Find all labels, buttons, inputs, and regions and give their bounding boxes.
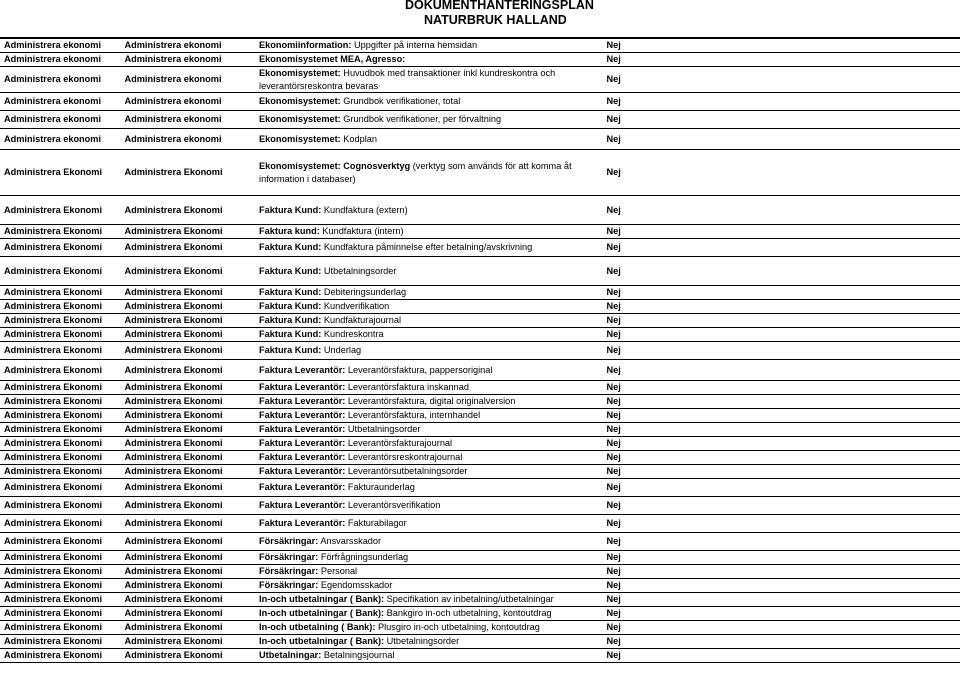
secrecy-value-cell: Nej (602, 225, 960, 239)
document-type-label: Ekonomisystemet: (259, 68, 341, 78)
document-type-label: Ekonomisystemet MEA, Agresso: (259, 54, 406, 65)
subprocess-cell: Administrera Ekonomi (121, 314, 256, 328)
process-cell: Administrera Ekonomi (0, 328, 121, 342)
process-cell: Administrera Ekonomi (0, 497, 121, 515)
document-type-label: In-och utbetalningar ( Bank): (259, 608, 385, 619)
secrecy-value-cell: Nej (602, 533, 960, 551)
document-type-label: Faktura Leverantör: (259, 364, 346, 375)
secrecy-value-cell: Nej (602, 551, 960, 565)
subprocess-cell: Administrera Ekonomi (121, 300, 256, 314)
subprocess-cell: Administrera Ekonomi (121, 635, 256, 649)
document-description-text: Fakturabilagor (345, 518, 407, 529)
document-description-cell (255, 53, 602, 67)
document-description-cell (255, 395, 602, 409)
table-row (0, 93, 960, 111)
subprocess-cell: Administrera Ekonomi (121, 533, 256, 551)
secrecy-value-cell: Nej (602, 497, 960, 515)
document-type-label: Försäkringar: (259, 580, 319, 591)
document-type-label: Faktura Kund: (259, 265, 322, 276)
document-description-text: Kundfaktura (intern) (319, 226, 404, 237)
document-description-cell (255, 111, 602, 129)
document-description-cell (255, 649, 602, 663)
document-description-cell (255, 593, 602, 607)
process-cell: Administrera Ekonomi (0, 360, 121, 381)
document-description-cell (255, 286, 602, 300)
table-row (0, 342, 960, 360)
subprocess-cell: Administrera Ekonomi (121, 342, 256, 360)
table-row (0, 239, 960, 257)
document-description-cell (255, 497, 602, 515)
subprocess-cell: Administrera Ekonomi (121, 607, 256, 621)
document-description-text: Underlag (321, 345, 362, 356)
table-row (0, 533, 960, 551)
process-cell: Administrera Ekonomi (0, 607, 121, 621)
table-row (0, 465, 960, 479)
secrecy-value-cell: Nej (602, 395, 960, 409)
process-cell: Administrera Ekonomi (0, 621, 121, 635)
table-row (0, 635, 960, 649)
secrecy-value-cell: Nej (602, 451, 960, 465)
document-description-cell (255, 93, 602, 111)
document-type-label: Faktura Kund: (259, 345, 322, 356)
document-description-text: Debiteringsunderlag (321, 287, 407, 298)
subprocess-cell: Administrera Ekonomi (121, 328, 256, 342)
document-type-label: Faktura Leverantör: (259, 452, 346, 463)
document-description-text: Leverantörsfaktura inskannad (345, 382, 469, 393)
document-type-label: Försäkringar: (259, 552, 319, 563)
process-cell: Administrera ekonomi (0, 111, 121, 129)
secrecy-value-cell: Nej (602, 150, 960, 196)
table-row (0, 328, 960, 342)
document-description-text: Fakturaunderlag (345, 482, 415, 493)
document-type-label: Faktura Kund: (259, 287, 322, 298)
subprocess-cell: Administrera ekonomi (121, 53, 256, 67)
subprocess-cell: Administrera Ekonomi (121, 465, 256, 479)
document-description-cell (255, 257, 602, 286)
subprocess-cell: Administrera ekonomi (121, 111, 256, 129)
document-description-cell (255, 150, 602, 196)
document-description-text: Uppgifter på interna hemsidan (351, 40, 478, 51)
document-description-text: Grundbok verifikationer, per förvaltning (340, 114, 502, 125)
subprocess-cell: Administrera Ekonomi (121, 196, 256, 225)
process-cell: Administrera Ekonomi (0, 196, 121, 225)
document-description-text: Leverantörsfaktura, pappersoriginal (345, 364, 493, 375)
secrecy-value-cell: Nej (602, 286, 960, 300)
document-description-text: Kundreskontra (321, 329, 384, 340)
document-type-label: Utbetalningar: (259, 650, 322, 661)
secrecy-value-cell: Nej (602, 635, 960, 649)
subprocess-cell: Administrera Ekonomi (121, 451, 256, 465)
document-description-text: Leverantörsfaktura, digital originalversion (345, 396, 516, 407)
table-row (0, 621, 960, 635)
document-description-text: Förfrågningsunderlag (318, 552, 409, 563)
document-description-cell (255, 381, 602, 395)
secrecy-value-cell: Nej (602, 593, 960, 607)
document-description-cell (255, 196, 602, 225)
document-type-label: Faktura Kund: (259, 329, 322, 340)
document-type-label: In-och utbetalningar ( Bank): (259, 636, 385, 647)
process-cell: Administrera Ekonomi (0, 465, 121, 479)
document-description-text: Kundfaktura (extern) (321, 204, 408, 215)
document-description-text: Betalningsjournal (321, 650, 395, 661)
document-subtitle: NATURBRUK HALLAND (424, 13, 567, 27)
table-row (0, 300, 960, 314)
process-cell: Administrera Ekonomi (0, 649, 121, 663)
table-row (0, 150, 960, 196)
process-cell: Administrera Ekonomi (0, 342, 121, 360)
secrecy-value-cell: Nej (602, 300, 960, 314)
document-plan-table (0, 37, 960, 663)
document-type-label: In-och utbetalning ( Bank): (259, 622, 376, 633)
process-cell: Administrera Ekonomi (0, 314, 121, 328)
secrecy-value-cell: Nej (602, 314, 960, 328)
document-description-cell (255, 635, 602, 649)
process-cell: Administrera Ekonomi (0, 286, 121, 300)
subprocess-cell: Administrera Ekonomi (121, 286, 256, 300)
document-description-cell (255, 342, 602, 360)
secrecy-value-cell: Nej (602, 621, 960, 635)
table-row (0, 286, 960, 300)
subprocess-cell: Administrera Ekonomi (121, 239, 256, 257)
document-type-label: Faktura Leverantör: (259, 500, 346, 511)
document-description-cell (255, 451, 602, 465)
secrecy-value-cell: Nej (602, 38, 960, 53)
secrecy-value-cell: Nej (602, 342, 960, 360)
subprocess-cell: Administrera Ekonomi (121, 409, 256, 423)
document-description-text: Grundbok verifikationer, total (340, 96, 461, 107)
document-description-cell (255, 239, 602, 257)
document-description-cell (255, 314, 602, 328)
subprocess-cell: Administrera Ekonomi (121, 551, 256, 565)
subprocess-cell: Administrera ekonomi (121, 93, 256, 111)
table-row (0, 437, 960, 451)
secrecy-value-cell: Nej (602, 409, 960, 423)
subprocess-cell: Administrera Ekonomi (121, 649, 256, 663)
document-type-label: Faktura Leverantör: (259, 482, 346, 493)
table-row (0, 111, 960, 129)
table-row (0, 257, 960, 286)
document-description-cell (255, 360, 602, 381)
document-type-label: Faktura kund: (259, 226, 320, 237)
document-type-label: Ekonomiinformation: (259, 40, 352, 51)
process-cell: Administrera Ekonomi (0, 257, 121, 286)
table-row (0, 314, 960, 328)
table-row (0, 579, 960, 593)
document-description-text: Egendomsskador (318, 580, 393, 591)
secrecy-value-cell: Nej (602, 129, 960, 150)
process-cell: Administrera Ekonomi (0, 239, 121, 257)
process-cell: Administrera Ekonomi (0, 395, 121, 409)
document-description-text: Huvudbok med transaktioner inkl kundreskontra och leverantörsreskontra bevaras (259, 68, 556, 91)
subprocess-cell: Administrera Ekonomi (121, 515, 256, 533)
process-cell: Administrera Ekonomi (0, 381, 121, 395)
document-title: DOKUMENTHANTERINGSPLAN (405, 0, 594, 12)
process-cell: Administrera Ekonomi (0, 533, 121, 551)
document-description-cell (255, 565, 602, 579)
subprocess-cell: Administrera Ekonomi (121, 423, 256, 437)
process-cell: Administrera Ekonomi (0, 593, 121, 607)
process-cell: Administrera ekonomi (0, 93, 121, 111)
subprocess-cell: Administrera Ekonomi (121, 257, 256, 286)
table-row (0, 38, 960, 53)
process-cell: Administrera Ekonomi (0, 423, 121, 437)
secrecy-value-cell: Nej (602, 53, 960, 67)
subprocess-cell: Administrera Ekonomi (121, 579, 256, 593)
document-description-text: Specifikation av inbetalning/utbetalningar (384, 594, 554, 605)
document-type-label: Faktura Kund: (259, 242, 322, 253)
secrecy-value-cell: Nej (602, 515, 960, 533)
secrecy-value-cell: Nej (602, 257, 960, 286)
subprocess-cell: Administrera Ekonomi (121, 593, 256, 607)
table-row (0, 53, 960, 67)
secrecy-value-cell: Nej (602, 67, 960, 93)
subprocess-cell: Administrera ekonomi (121, 129, 256, 150)
table-row (0, 451, 960, 465)
secrecy-value-cell: Nej (602, 465, 960, 479)
process-cell: Administrera Ekonomi (0, 437, 121, 451)
subprocess-cell: Administrera ekonomi (121, 67, 256, 93)
process-cell: Administrera Ekonomi (0, 225, 121, 239)
table-row (0, 381, 960, 395)
secrecy-value-cell: Nej (602, 360, 960, 381)
secrecy-value-cell: Nej (602, 196, 960, 225)
document-type-label: Faktura Leverantör: (259, 382, 346, 393)
document-description-cell (255, 533, 602, 551)
process-cell: Administrera Ekonomi (0, 300, 121, 314)
subprocess-cell: Administrera Ekonomi (121, 225, 256, 239)
document-description-text: Kundfaktura påminnelse efter betalning/avskrivning (321, 242, 533, 253)
table-row (0, 423, 960, 437)
document-type-label: Försäkringar: (259, 536, 319, 547)
document-description-cell (255, 129, 602, 150)
table-row (0, 497, 960, 515)
secrecy-value-cell: Nej (602, 479, 960, 497)
process-cell: Administrera ekonomi (0, 38, 121, 53)
table-row (0, 593, 960, 607)
process-cell: Administrera Ekonomi (0, 551, 121, 565)
document-description-text: Leverantörsverifikation (345, 500, 441, 511)
process-cell: Administrera Ekonomi (0, 150, 121, 196)
document-description-cell (255, 328, 602, 342)
document-description-cell (255, 67, 602, 93)
document-description-text: Leverantörsfaktura, internhandel (345, 410, 481, 421)
process-cell: Administrera Ekonomi (0, 451, 121, 465)
document-description-text: Kundverifikation (321, 301, 390, 312)
secrecy-value-cell: Nej (602, 111, 960, 129)
document-description-text: Bankgiro in-och utbetalning, kontoutdrag (384, 608, 552, 619)
table-row (0, 225, 960, 239)
document-type-label: In-och utbetalningar ( Bank): (259, 594, 385, 605)
document-description-cell (255, 607, 602, 621)
document-description-cell (255, 551, 602, 565)
subprocess-cell: Administrera Ekonomi (121, 479, 256, 497)
secrecy-value-cell: Nej (602, 239, 960, 257)
document-type-label: Ekonomisystemet: (259, 114, 341, 125)
table-row (0, 551, 960, 565)
subprocess-cell: Administrera Ekonomi (121, 360, 256, 381)
document-description-cell (255, 225, 602, 239)
secrecy-value-cell: Nej (602, 565, 960, 579)
process-cell: Administrera Ekonomi (0, 635, 121, 649)
document-description-text: Leverantörsreskontrajournal (345, 452, 463, 463)
document-type-label: Ekonomisystemet: Cognosverktyg (259, 161, 411, 171)
document-description-text: Leverantörsfakturajournal (345, 438, 453, 449)
document-type-label: Faktura Leverantör: (259, 466, 346, 477)
subprocess-cell: Administrera Ekonomi (121, 621, 256, 635)
document-type-label: Faktura Leverantör: (259, 410, 346, 421)
document-description-cell (255, 437, 602, 451)
document-description-text: Ansvarsskador (318, 536, 382, 547)
secrecy-value-cell: Nej (602, 607, 960, 621)
document-type-label: Faktura Leverantör: (259, 518, 346, 529)
subprocess-cell: Administrera Ekonomi (121, 497, 256, 515)
secrecy-value-cell: Nej (602, 381, 960, 395)
subprocess-cell: Administrera Ekonomi (121, 565, 256, 579)
document-description-text: Utbetalningsorder (345, 424, 421, 435)
document-type-label: Faktura Kund: (259, 204, 322, 215)
document-type-label: Faktura Kund: (259, 315, 322, 326)
table-row (0, 395, 960, 409)
process-cell: Administrera ekonomi (0, 129, 121, 150)
process-cell: Administrera Ekonomi (0, 515, 121, 533)
table-row (0, 409, 960, 423)
table-row (0, 196, 960, 225)
document-description-cell (255, 465, 602, 479)
document-description-text: Personal (318, 566, 358, 577)
document-description-text: Utbetalningsorder (384, 636, 460, 647)
table-row (0, 360, 960, 381)
document-description-text: Kundfakturajournal (321, 315, 402, 326)
subprocess-cell: Administrera Ekonomi (121, 150, 256, 196)
document-description-cell (255, 300, 602, 314)
document-type-label: Ekonomisystemet: (259, 96, 341, 107)
document-type-label: Ekonomisystemet: (259, 133, 341, 144)
document-description-cell (255, 621, 602, 635)
table-row (0, 515, 960, 533)
table-row (0, 479, 960, 497)
document-description-cell (255, 38, 602, 53)
process-cell: Administrera Ekonomi (0, 409, 121, 423)
document-description-cell (255, 423, 602, 437)
subprocess-cell: Administrera Ekonomi (121, 381, 256, 395)
secrecy-value-cell: Nej (602, 423, 960, 437)
secrecy-value-cell: Nej (602, 328, 960, 342)
table-row (0, 565, 960, 579)
document-description-text: (verktyg som används för att komma åt information i databaser) (259, 161, 572, 184)
document-description-cell (255, 515, 602, 533)
document-description-cell (255, 479, 602, 497)
document-description-text: Utbetalningsorder (321, 265, 397, 276)
table-row (0, 67, 960, 93)
document-type-label: Faktura Leverantör: (259, 396, 346, 407)
secrecy-value-cell: Nej (602, 579, 960, 593)
secrecy-value-cell: Nej (602, 437, 960, 451)
table-row (0, 607, 960, 621)
process-cell: Administrera Ekonomi (0, 579, 121, 593)
process-cell: Administrera Ekonomi (0, 479, 121, 497)
secrecy-value-cell: Nej (602, 93, 960, 111)
document-type-label: Faktura Leverantör: (259, 424, 346, 435)
document-description-cell (255, 409, 602, 423)
subprocess-cell: Administrera Ekonomi (121, 395, 256, 409)
document-description-text: Kodplan (340, 133, 378, 144)
table-row (0, 649, 960, 663)
plan-table-body (0, 38, 960, 663)
document-type-label: Faktura Leverantör: (259, 438, 346, 449)
process-cell: Administrera Ekonomi (0, 565, 121, 579)
process-cell: Administrera ekonomi (0, 67, 121, 93)
document-description-text: Leverantörsutbetalningsorder (345, 466, 468, 477)
secrecy-value-cell: Nej (602, 649, 960, 663)
subprocess-cell: Administrera ekonomi (121, 38, 256, 53)
document-type-label: Faktura Kund: (259, 301, 322, 312)
table-row (0, 129, 960, 150)
document-type-label: Försäkringar: (259, 566, 319, 577)
subprocess-cell: Administrera Ekonomi (121, 437, 256, 451)
process-cell: Administrera ekonomi (0, 53, 121, 67)
document-description-text: Plusgiro in-och utbetalning, kontoutdrag (375, 622, 540, 633)
document-description-cell (255, 579, 602, 593)
